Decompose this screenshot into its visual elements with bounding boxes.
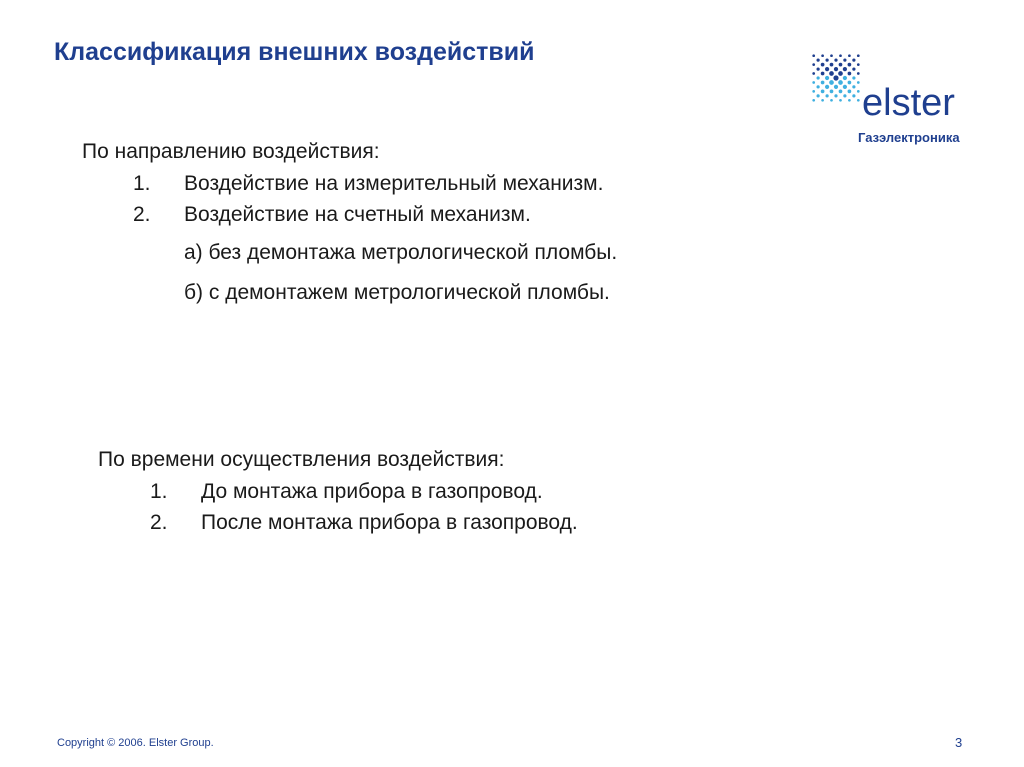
logo-dot bbox=[821, 63, 825, 67]
logo-dot bbox=[812, 99, 815, 102]
logo-dot bbox=[817, 76, 820, 79]
logo-dot bbox=[812, 81, 815, 84]
logo-dot bbox=[839, 63, 843, 67]
logo-dot bbox=[857, 81, 860, 84]
section1-subitem-a: а) без демонтажа метрологической пломбы. bbox=[184, 241, 618, 264]
logo-dot bbox=[833, 75, 838, 80]
logo-dot bbox=[830, 54, 833, 57]
logo-dot bbox=[821, 54, 824, 57]
logo-dot bbox=[857, 72, 860, 75]
page-number: 3 bbox=[955, 735, 963, 750]
slide-title: Классификация внешних воздействий bbox=[54, 38, 535, 66]
logo-dot bbox=[848, 81, 852, 85]
logo-dot bbox=[843, 76, 847, 80]
logo-dot bbox=[843, 94, 846, 97]
logo-dot bbox=[848, 63, 852, 67]
logo-dot bbox=[821, 99, 824, 102]
section2-item2-number: 2. bbox=[150, 511, 168, 534]
logo-dot bbox=[848, 90, 852, 94]
logo-dot bbox=[817, 85, 820, 88]
logo-dot bbox=[830, 99, 833, 102]
logo-dot bbox=[848, 99, 851, 102]
logo-dot bbox=[852, 68, 855, 71]
logo-dot bbox=[843, 85, 847, 89]
dot-grid-logo-icon bbox=[806, 38, 866, 118]
logo-dot bbox=[825, 85, 829, 89]
copyright-text: Copyright © 2006. Elster Group. bbox=[57, 737, 214, 749]
logo-dot bbox=[843, 67, 847, 71]
section2-item2-text: После монтажа прибора в газопровод. bbox=[201, 511, 578, 534]
logo-dot bbox=[817, 59, 820, 62]
logo-dot bbox=[817, 94, 820, 97]
logo-dot bbox=[838, 80, 843, 85]
section1-item1-text: Воздействие на измерительный механизм. bbox=[184, 172, 604, 195]
logo-dot bbox=[834, 85, 838, 89]
section1-item1-number: 1. bbox=[133, 172, 151, 195]
logo-dot bbox=[834, 94, 837, 97]
logo-brand-name: elster bbox=[862, 82, 955, 124]
logo-dot bbox=[826, 59, 829, 62]
section1-heading: По направлению воздействия: bbox=[82, 140, 380, 163]
logo-dot bbox=[812, 72, 815, 75]
logo-dot bbox=[857, 99, 860, 102]
logo-dot bbox=[834, 59, 837, 62]
logo-dot bbox=[812, 90, 815, 93]
logo-dot bbox=[817, 68, 820, 71]
logo-dot bbox=[821, 72, 825, 76]
logo-dot bbox=[826, 94, 829, 97]
logo-dot bbox=[829, 71, 834, 76]
logo-dot bbox=[848, 72, 852, 76]
logo-dot bbox=[825, 76, 829, 80]
logo-dot bbox=[852, 59, 855, 62]
logo-dot bbox=[848, 54, 851, 57]
logo-dot bbox=[857, 54, 860, 57]
elster-logo bbox=[806, 38, 996, 148]
logo-dot bbox=[839, 54, 842, 57]
logo-dot bbox=[821, 90, 825, 94]
logo-dot bbox=[829, 80, 834, 85]
logo-dot bbox=[839, 90, 843, 94]
logo-dot bbox=[830, 90, 834, 94]
logo-dot bbox=[852, 94, 855, 97]
section1-item2-number: 2. bbox=[133, 203, 151, 226]
logo-dot bbox=[812, 63, 815, 66]
section1-subitem-b: б) с демонтажем метрологической пломбы. bbox=[184, 281, 610, 304]
logo-dot bbox=[852, 85, 855, 88]
section2-item1-number: 1. bbox=[150, 480, 168, 503]
logo-subtitle: Газэлектроника bbox=[858, 130, 960, 145]
logo-dot bbox=[857, 90, 860, 93]
logo-dot bbox=[838, 71, 843, 76]
logo-dot bbox=[812, 54, 815, 57]
logo-dot bbox=[839, 99, 842, 102]
logo-dot bbox=[852, 76, 855, 79]
logo-dot bbox=[825, 67, 829, 71]
logo-dot bbox=[834, 67, 838, 71]
logo-dot bbox=[821, 81, 825, 85]
section2-item1-text: До монтажа прибора в газопровод. bbox=[201, 480, 543, 503]
logo-dot bbox=[830, 63, 834, 67]
logo-dot bbox=[843, 59, 846, 62]
logo-dot bbox=[857, 63, 860, 66]
section1-item2-text: Воздействие на счетный механизм. bbox=[184, 203, 531, 226]
section2-heading: По времени осуществления воздействия: bbox=[98, 448, 505, 471]
